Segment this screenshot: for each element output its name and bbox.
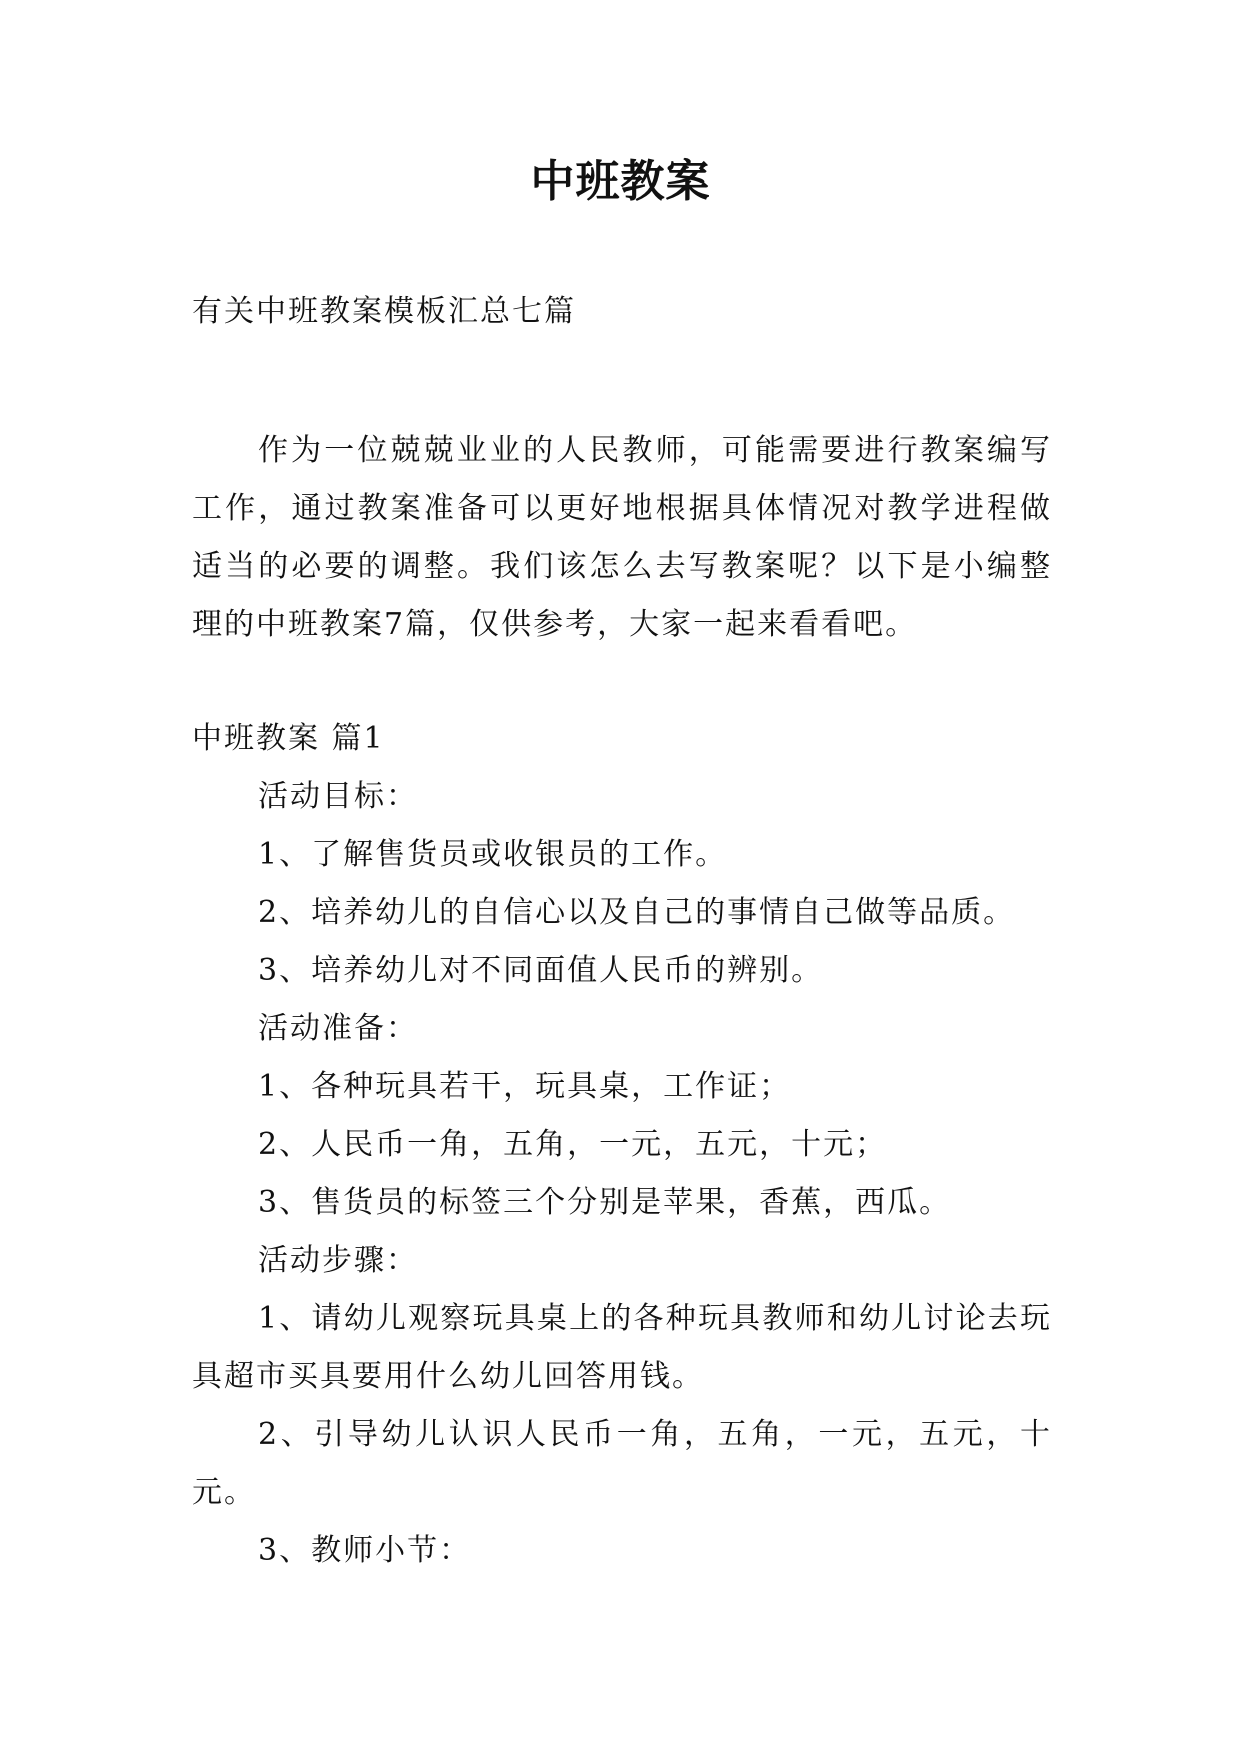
section-line-steps-heading: 活动步骤： [258, 1243, 418, 1278]
section-line-preparation-1: 1、各种玩具若干，玩具桌，工作证； [258, 1069, 792, 1104]
section-line-preparation-2: 2、人民币一角，五角，一元，五元，十元； [258, 1127, 888, 1162]
section-line-step-1: 1、请幼儿观察玩具桌上的各种玩具教师和幼儿讨论去玩具超市买具要用什么幼儿回答用钱。 [192, 1301, 1052, 1394]
section-line-objectives-heading: 活动目标： [258, 779, 418, 814]
document-title: 中班教案 [530, 156, 711, 207]
section-line-step-2: 2、引导幼儿认识人民币一角，五角，一元，五元，十元。 [192, 1417, 1052, 1510]
section-line-preparation-3: 3、售货员的标签三个分别是苹果，香蕉，西瓜。 [258, 1185, 952, 1220]
section-line-step-3: 3、教师小节： [258, 1533, 472, 1568]
section-body [192, 768, 1052, 1580]
section-heading: 中班教案 篇1 [192, 721, 385, 756]
section-line-objective-3: 3、培养幼儿对不同面值人民币的辨别。 [258, 953, 824, 988]
section-line-objective-1: 1、了解售货员或收银员的工作。 [258, 837, 728, 872]
document-subtitle: 有关中班教案模板汇总七篇 [192, 294, 576, 329]
section-line-preparation-heading: 活动准备： [258, 1011, 418, 1046]
intro-paragraph: 作为一位兢兢业业的人民教师，可能需要进行教案编写工作，通过教案准备可以更好地根据具体情况对教学进程做适当的必要的调整。我们该怎么去写教案呢？以下是小编整理的中班教案7篇，仅供参考，大家一起来看看吧。 [192, 433, 1052, 642]
section-line-objective-2: 2、培养幼儿的自信心以及自己的事情自己做等品质。 [258, 895, 1016, 930]
document-body [192, 292, 1052, 1580]
